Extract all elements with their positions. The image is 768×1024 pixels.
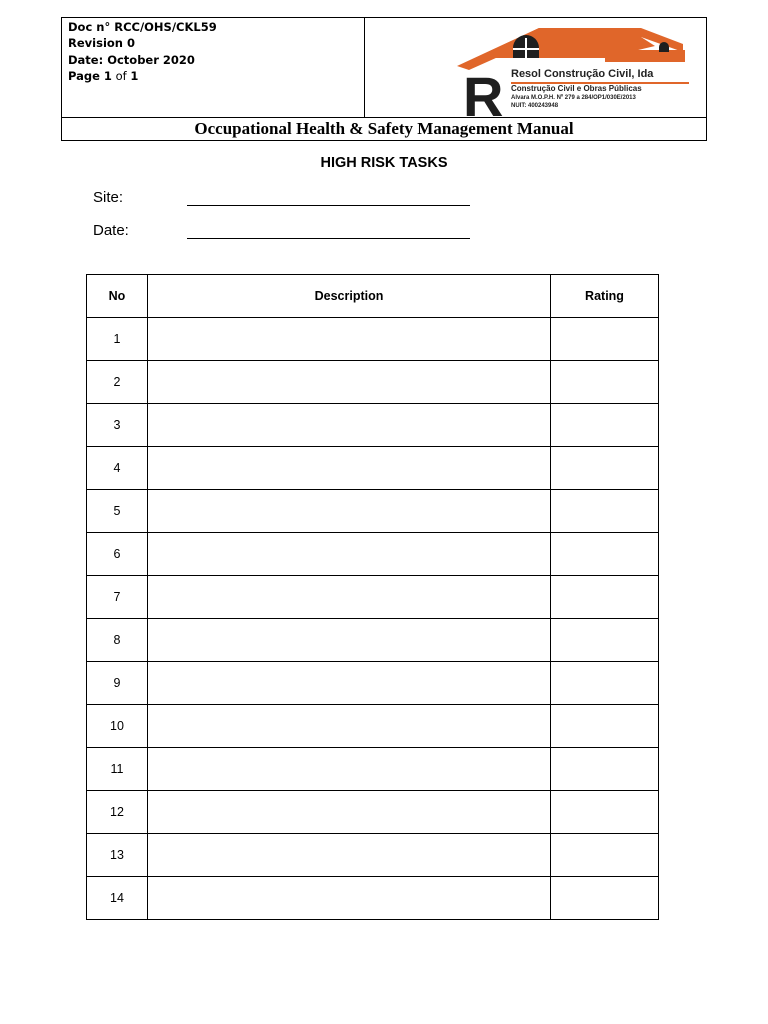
logo-company-name: Resol Construção Civil, Ida	[511, 68, 654, 80]
cell-no: 11	[87, 748, 148, 791]
cell-rating[interactable]	[551, 748, 659, 791]
table-row	[87, 877, 659, 920]
cell-description[interactable]	[148, 834, 551, 877]
cell-no: 1	[87, 318, 148, 361]
cell-description[interactable]	[148, 662, 551, 705]
cell-no: 3	[87, 404, 148, 447]
cell-description[interactable]	[148, 619, 551, 662]
cell-description[interactable]	[148, 318, 551, 361]
cell-no: 5	[87, 490, 148, 533]
cell-rating[interactable]	[551, 318, 659, 361]
column-header-rating: Rating	[551, 275, 659, 318]
cell-no: 10	[87, 705, 148, 748]
cell-description[interactable]	[148, 576, 551, 619]
site-label: Site:	[93, 189, 124, 206]
table-row	[87, 791, 659, 834]
cell-description[interactable]	[148, 404, 551, 447]
cell-description[interactable]	[148, 705, 551, 748]
high-risk-tasks-table	[86, 274, 659, 920]
cell-no: 12	[87, 791, 148, 834]
table-row	[87, 533, 659, 576]
cell-rating[interactable]	[551, 447, 659, 490]
table-row	[87, 576, 659, 619]
company-logo	[365, 18, 706, 117]
cell-rating[interactable]	[551, 361, 659, 404]
page-number: 1	[103, 68, 112, 83]
table-row	[87, 748, 659, 791]
logo-tagline: Construção Civil e Obras Públicas	[511, 84, 642, 93]
table-row	[87, 834, 659, 877]
cell-rating[interactable]	[551, 834, 659, 877]
logo-letter: R	[463, 65, 504, 118]
page-indicator	[68, 68, 364, 84]
cell-no: 9	[87, 662, 148, 705]
doc-revision: Revision 0	[68, 36, 135, 51]
cell-no: 8	[87, 619, 148, 662]
cell-rating[interactable]	[551, 490, 659, 533]
cell-no: 13	[87, 834, 148, 877]
cell-rating[interactable]	[551, 791, 659, 834]
cell-description[interactable]	[148, 447, 551, 490]
logo-nuit: NUIT: 400243948	[511, 103, 559, 109]
table-row	[87, 662, 659, 705]
table-row	[87, 404, 659, 447]
cell-rating[interactable]	[551, 705, 659, 748]
column-header-no: No	[87, 275, 148, 318]
page-of: of	[111, 68, 131, 83]
document-header	[61, 17, 707, 141]
column-header-description: Description	[148, 275, 551, 318]
cell-no: 7	[87, 576, 148, 619]
table-row	[87, 619, 659, 662]
cell-description[interactable]	[148, 361, 551, 404]
cell-description[interactable]	[148, 791, 551, 834]
table-row	[87, 318, 659, 361]
cell-no: 4	[87, 447, 148, 490]
cell-rating[interactable]	[551, 619, 659, 662]
table-row	[87, 490, 659, 533]
table-body	[87, 318, 659, 920]
cell-description[interactable]	[148, 490, 551, 533]
page-title: HIGH RISK TASKS	[320, 155, 448, 171]
table-row	[87, 361, 659, 404]
cell-no: 14	[87, 877, 148, 920]
cell-description[interactable]	[148, 877, 551, 920]
table-row	[87, 705, 659, 748]
cell-no: 6	[87, 533, 148, 576]
logo-license: Alvara M.O.P.H. Nº 279 a 284/OP1/030E/2013	[511, 95, 636, 101]
cell-rating[interactable]	[551, 662, 659, 705]
date-field[interactable]	[187, 238, 470, 239]
doc-control-info	[62, 18, 365, 117]
manual-title: Occupational Health & Safety Management Manual	[62, 117, 706, 140]
cell-rating[interactable]	[551, 533, 659, 576]
page-prefix: Page	[68, 68, 104, 83]
page-total: 1	[130, 68, 139, 83]
site-field[interactable]	[187, 205, 470, 206]
cell-rating[interactable]	[551, 576, 659, 619]
doc-number: Doc n° RCC/OHS/CKL59	[68, 20, 217, 34]
doc-date: Date: October 2020	[68, 52, 195, 67]
date-label: Date:	[93, 222, 129, 239]
cell-rating[interactable]	[551, 877, 659, 920]
cell-no: 2	[87, 361, 148, 404]
cell-rating[interactable]	[551, 404, 659, 447]
cell-description[interactable]	[148, 748, 551, 791]
table-header-row	[87, 275, 659, 318]
cell-description[interactable]	[148, 533, 551, 576]
table-row	[87, 447, 659, 490]
